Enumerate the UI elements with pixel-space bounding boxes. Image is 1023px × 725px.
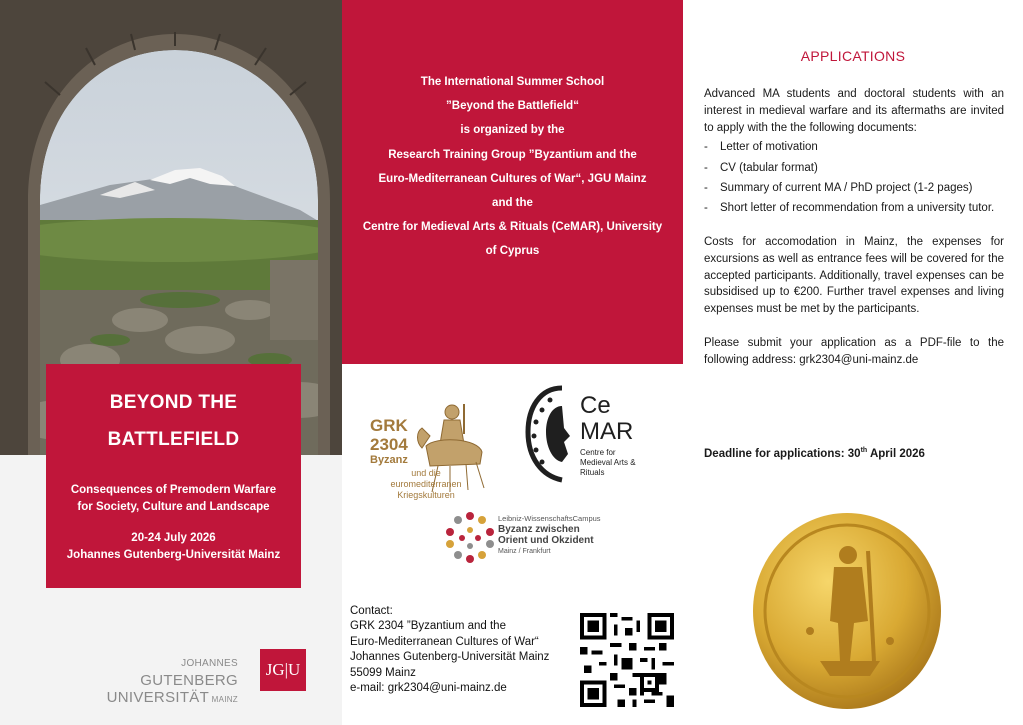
dotted-circle-icon [444, 508, 496, 564]
contact-heading: Contact: [350, 605, 393, 617]
list-item: - Short letter of recommendation from a university tutor. [704, 200, 1004, 217]
cover-panel [0, 0, 342, 725]
org-line-4: Research Training Group ”Byzantium and the [388, 148, 637, 161]
cemar-ce-text: Ce [580, 392, 611, 419]
cemar-subtitle [580, 448, 636, 478]
org-line-3: is organized by the [460, 124, 565, 137]
event-subtitle [46, 482, 301, 516]
organizers-panel [342, 0, 683, 725]
list-item: - Summary of current MA / PhD project (1-2 pages) [704, 180, 1004, 197]
event-venue: Johannes Gutenberg-Universität Mainz [66, 549, 281, 561]
gold-coin-image [750, 511, 945, 711]
title-box [46, 364, 301, 588]
title-line-2: BATTLEFIELD [107, 429, 240, 450]
contact-line-4: 55099 Mainz [350, 666, 416, 679]
jgu-universitaet-text: UNIVERSITÄT [106, 689, 210, 706]
leibniz-line-3: Orient und Okzident [498, 535, 594, 546]
jgu-big-text: GUTENBERG [140, 672, 238, 689]
contact-line-1: GRK 2304 ”Byzantium and the [350, 620, 506, 633]
org-line-1: The International Summer School [420, 76, 605, 88]
org-line-8: of Cyprus [485, 245, 540, 258]
applications-heading: APPLICATIONS [800, 48, 906, 64]
organizers-box [342, 0, 683, 364]
jgu-box-logo: JG|U [260, 649, 306, 691]
org-line-7: Centre for Medieval Arts & Rituals (CeMAR), University [362, 221, 663, 234]
subtitle-line-1: Consequences of Premodern Warfare [70, 484, 277, 496]
face-profile-icon [522, 380, 582, 490]
event-title [46, 384, 301, 458]
org-line-2: ”Beyond the Battlefield“ [446, 100, 579, 113]
jgu-mainz-text: MAINZ [209, 695, 238, 704]
title-line-1: BEYOND THE [109, 392, 238, 413]
jgu-small-text: JOHANNES [181, 658, 238, 669]
qr-code-icon[interactable] [580, 613, 674, 707]
grk-label: GRK [370, 416, 408, 435]
cemar-sub-line-3: Rituals [580, 468, 605, 477]
deadline-suffix: April 2026 [867, 447, 925, 460]
list-item: - Letter of motivation [704, 139, 1004, 156]
costs-paragraph: Costs for accomodation in Mainz, the expenses for excursions as well as entrance fees will be covered for the accepted participants. Additionally, travel expenses can be subsidised up to €200. Further travel expenses and living expenses must be met by the participants. [704, 236, 1004, 316]
cemar-logo [518, 374, 654, 494]
partner-logos [342, 364, 683, 600]
submit-paragraph: Please submit your application as a PDF-file to the following address: grk2304@uni-mainz.de [704, 337, 1004, 366]
grk-tagline: und die euromediterranen Kriegskulturen [390, 468, 462, 500]
leibniz-line-4: Mainz / Frankfurt [498, 548, 551, 555]
deadline-prefix: Deadline for applications: 30 [704, 447, 861, 460]
contact-email[interactable]: e-mail: grk2304@uni-mainz.de [350, 682, 507, 695]
leibniz-line-1: Leibniz-WissenschaftsCampus [498, 514, 601, 523]
event-date-venue [46, 530, 301, 564]
jgu-wordmark [88, 655, 238, 707]
leibniz-line-2: Byzanz zwischen [498, 524, 580, 535]
leibniz-campus-logo [444, 508, 604, 568]
leibniz-title [498, 524, 594, 546]
org-line-6: and the [492, 197, 533, 210]
org-line-5: Euro-Mediterranean Cultures of War“, JGU Mainz [378, 172, 647, 185]
deadline-ordinal: th [860, 447, 868, 454]
event-dates: 20-24 July 2026 [131, 532, 216, 544]
documents-list [704, 139, 1004, 217]
grk-byzanz: Byzanz [370, 454, 408, 466]
jgu-logo [88, 655, 308, 706]
contact-line-2: Euro-Mediterranean Cultures of War“ [350, 635, 539, 648]
applications-intro: Advanced MA students and doctoral students with an interest in medieval warfare and its aftermaths are invited to apply with the the following documents: [704, 88, 1004, 134]
cemar-sub-line-2: Medieval Arts & [580, 458, 636, 467]
deadline-text [704, 447, 925, 460]
grk-2304-logo [360, 384, 500, 504]
grk-number: 2304 [370, 435, 408, 454]
contact-line-3: Johannes Gutenberg-Universität Mainz [350, 651, 550, 664]
contact-block [350, 604, 580, 696]
cemar-sub-line-1: Centre for [580, 448, 616, 457]
list-item: - CV (tabular format) [704, 160, 1004, 177]
subtitle-line-2: for Society, Culture and Landscape [77, 501, 270, 513]
applications-body [704, 86, 1004, 369]
cemar-mar-text: MAR [580, 418, 634, 445]
